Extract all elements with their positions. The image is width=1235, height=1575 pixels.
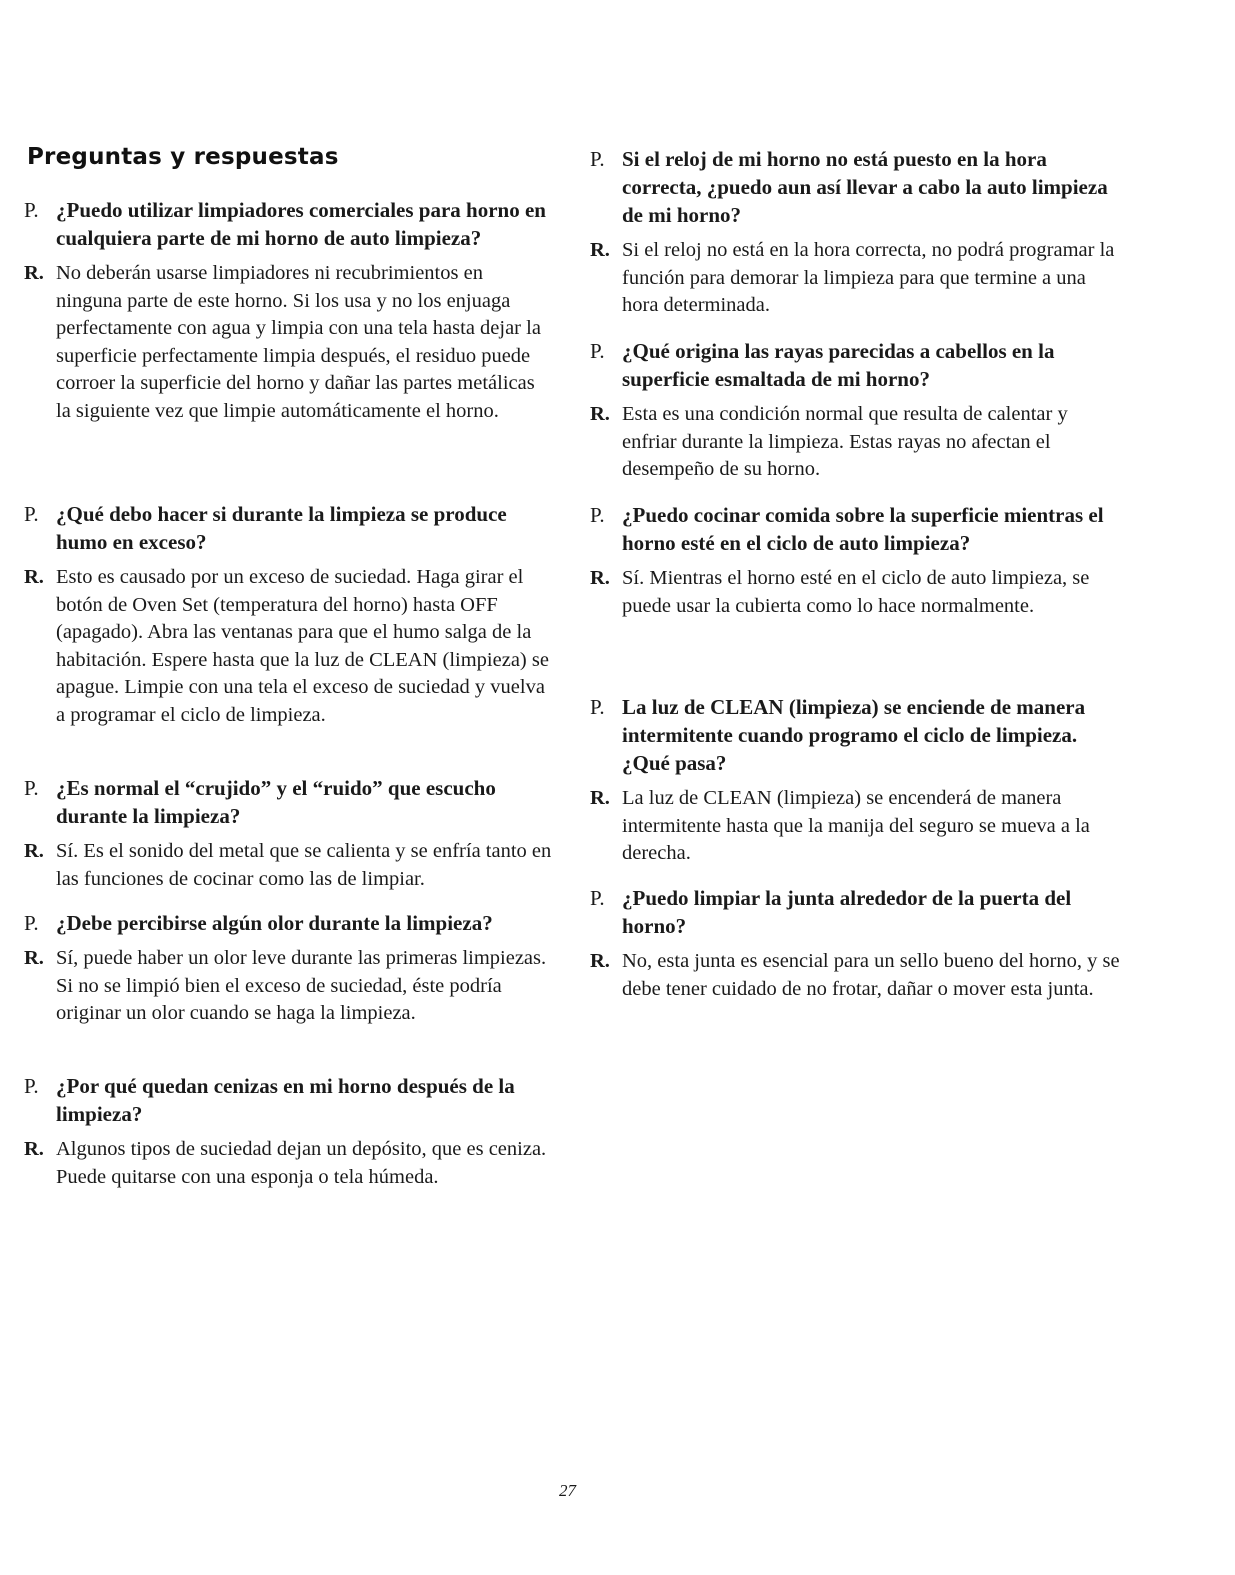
answer-marker: R.: [590, 239, 610, 261]
answer-marker: R.: [590, 787, 610, 809]
question: [24, 500, 554, 556]
qa-item: [590, 337, 1120, 484]
question-text: ¿Por qué quedan cenizas en mi horno después de la limpieza?: [56, 1074, 515, 1126]
qa-item: [24, 774, 554, 893]
question: [590, 693, 1120, 777]
question: [24, 196, 554, 252]
question-marker: P.: [24, 198, 39, 222]
qa-item: [590, 884, 1120, 1003]
question-text: ¿Qué origina las rayas parecidas a cabellos en la superficie esmaltada de mi horno?: [622, 339, 1055, 391]
question-marker: P.: [590, 503, 605, 527]
question: [590, 884, 1120, 940]
qa-item: [590, 501, 1120, 620]
question-text: ¿Puedo utilizar limpiadores comerciales para horno en cualquiera parte de mi horno de auto limpieza?: [56, 198, 546, 250]
answer-text: La luz de CLEAN (limpieza) se encenderá de manera intermitente hasta que la manija del seguro se mueva a la derecha.: [622, 787, 1090, 864]
qa-item: [24, 500, 554, 729]
question-marker: P.: [24, 1074, 39, 1098]
question: [24, 774, 554, 830]
question-marker: P.: [24, 776, 39, 800]
answer: [590, 785, 1120, 868]
answer: [590, 237, 1120, 320]
page-title: Preguntas y respuestas: [27, 144, 339, 170]
answer: [590, 401, 1120, 484]
question: [590, 337, 1120, 393]
question-text: ¿Es normal el “crujido” y el “ruido” que escucho durante la limpieza?: [56, 776, 496, 828]
answer-text: Esta es una condición normal que resulta de calentar y enfriar durante la limpieza. Estas rayas no afectan el desempeño de su horno.: [622, 403, 1068, 480]
question: [590, 145, 1120, 229]
qa-item: [24, 909, 554, 1028]
question: [24, 1072, 554, 1128]
answer-text: Sí. Mientras el horno esté en el ciclo de auto limpieza, se puede usar la cubierta como lo hace normalmente.: [622, 567, 1090, 617]
answer-marker: R.: [590, 403, 610, 425]
question: [590, 501, 1120, 557]
answer-marker: R.: [24, 947, 44, 969]
question-text: Si el reloj de mi horno no está puesto en la hora correcta, ¿puedo aun así llevar a cabo la auto limpieza de mi horno?: [622, 147, 1108, 227]
answer: [590, 565, 1120, 620]
answer: [590, 948, 1120, 1003]
answer: [24, 838, 554, 893]
qa-item: [24, 1072, 554, 1191]
answer-text: Esto es causado por un exceso de suciedad. Haga girar el botón de Oven Set (temperatura del horno) hasta OFF (apagado). Abra las ventanas para que el humo salga de la habitación. Espere hasta que la luz de CLEAN (limpieza) se apague. Limpie con una tela el exceso de suciedad y vuelva a programar el ciclo de limpieza.: [56, 566, 549, 726]
answer-text: No, esta junta es esencial para un sello bueno del horno, y se debe tener cuidado de no frotar, dañar o mover esta junta.: [622, 950, 1120, 1000]
question-text: ¿Debe percibirse algún olor durante la limpieza?: [56, 911, 493, 935]
answer-marker: R.: [24, 840, 44, 862]
answer-marker: R.: [24, 1138, 44, 1160]
answer-marker: R.: [24, 262, 44, 284]
answer: [24, 260, 554, 425]
question-marker: P.: [590, 147, 605, 171]
question-text: ¿Puedo limpiar la junta alrededor de la puerta del horno?: [622, 886, 1072, 938]
answer-marker: R.: [24, 566, 44, 588]
question-marker: P.: [590, 339, 605, 363]
answer-marker: R.: [590, 950, 610, 972]
question-text: ¿Qué debo hacer si durante la limpieza se produce humo en exceso?: [56, 502, 507, 554]
question-marker: P.: [590, 886, 605, 910]
answer: [24, 564, 554, 729]
question-marker: P.: [590, 695, 605, 719]
answer-text: Sí. Es el sonido del metal que se calienta y se enfría tanto en las funciones de cocinar como las de limpiar.: [56, 840, 552, 890]
answer-marker: R.: [590, 567, 610, 589]
qa-item: [590, 693, 1120, 868]
answer-text: Si el reloj no está en la hora correcta, no podrá programar la función para demorar la limpieza para que termine a una hora determinada.: [622, 239, 1115, 316]
answer: [24, 945, 554, 1028]
question-marker: P.: [24, 911, 39, 935]
answer: [24, 1136, 554, 1191]
qa-item: [24, 196, 554, 425]
answer-text: Algunos tipos de suciedad dejan un depósito, que es ceniza. Puede quitarse con una esponja o tela húmeda.: [56, 1138, 547, 1188]
page-number: 27: [559, 1481, 576, 1500]
question-text: ¿Puedo cocinar comida sobre la superficie mientras el horno esté en el ciclo de auto limpieza?: [622, 503, 1104, 555]
qa-item: [590, 145, 1120, 320]
question: [24, 909, 554, 937]
question-text: La luz de CLEAN (limpieza) se enciende de manera intermitente cuando programo el ciclo de limpieza. ¿Qué pasa?: [622, 695, 1086, 775]
answer-text: No deberán usarse limpiadores ni recubrimientos en ninguna parte de este horno. Si los usa y no los enjuaga perfectamente con agua y limpia con una tela hasta dejar la superficie perfectamente limpia después, el residuo puede corroer la superficie del horno y dañar las partes metálicas la siguiente vez que limpie automáticamente el horno.: [56, 262, 541, 422]
question-marker: P.: [24, 502, 39, 526]
answer-text: Sí, puede haber un olor leve durante las primeras limpiezas. Si no se limpió bien el exceso de suciedad, éste podría originar un olor cuando se haga la limpieza.: [56, 947, 547, 1024]
